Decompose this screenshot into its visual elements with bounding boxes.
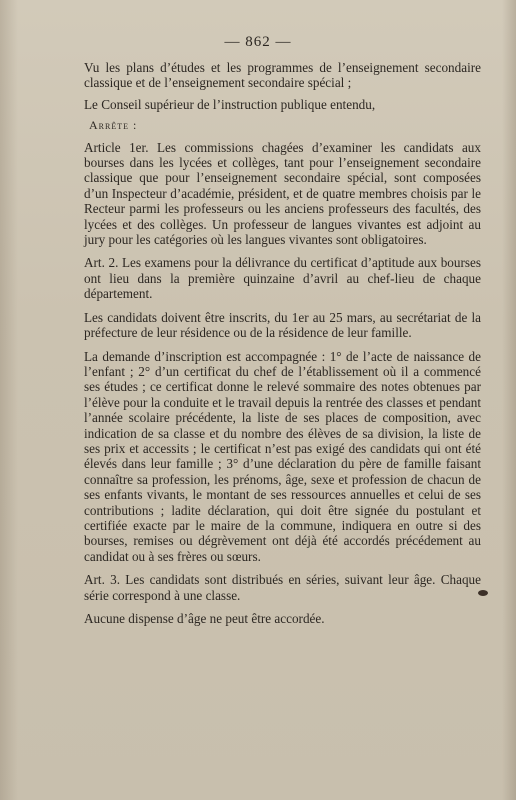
paragraph-vu-les-plans: Vu les plans d’études et les programmes de l’enseignement secondaire classique et de l’enseignement secondaire spécial ; (84, 60, 481, 91)
document-body (84, 60, 481, 626)
ink-spot (478, 590, 488, 596)
paragraph-conseil-superieur: Le Conseil supérieur de l’instruction publique entendu, (84, 96, 376, 112)
paragraph-inscription-dates: Les candidats doivent être inscrits, du 1er au 25 mars, au secrétariat de la préfecture de leur résidence ou de la résidence de leur famille. (84, 309, 481, 341)
page-number: — 862 — (224, 34, 292, 50)
paragraph-article-1: Article 1er. Les commissions chagées d’examiner les candidats aux bourses dans les lycées et collèges, tant pour l’enseignement secondaire classique que pour l’enseignement secondaire spécial, sont composées d’un Inspecteur d’académie, président, et de quatre membres choisis par le Recteur parmi les professeurs ou les anciens professeurs des facultés, des lycées et des collèges. Un professeur de langues vivantes est adjoint au jury pour les catégories où les langues vivantes sont obligatoires. (84, 139, 481, 248)
paragraph-demande-inscription: La demande d’inscription est accompagnée : 1° de l’acte de naissance de l’enfant ; 2° d’un certificat du chef de l’établissement où il a commencé ses études ; ce certificat donne le relevé sommaire des notes obtenues par l’élève pour la conduite et le travail depuis la rentrée des classes et pendant l’année scolaire précédente, la liste de ses places de composition, avec indication de sa classe et du nombre des élèves de sa division, la liste de ses prix et accessits ; le certificat n’est pas exigé des candidats qui ont été élevés dans leur famille ; 3° d’une déclaration du père de famille faisant connaître sa profession, les prénoms, âge, sexe et profession de chacun de ses enfants vivants, le montant de ses ressources annuelles et celui de ses contributions ; ladite déclaration, qui doit être signée du postulant et certifiée exacte par le maire de la commune, indiquera en outre si des bourses, remises ou dégrèvement ont déjà été accordés précédement au candidat ou à ses frères ou sœurs. (84, 348, 481, 564)
paragraph-article-3: Art. 3. Les candidats sont distribués en séries, suivant leur âge. Chaque série correspond à une classe. (84, 572, 481, 603)
paragraph-dispense-age: Aucune dispense d’âge ne peut être accordée. (84, 611, 325, 626)
paragraph-article-2: Art. 2. Les examens pour la délivrance du certificat d’aptitude aux bourses ont lieu dans la première quinzaine d’avril au chef-lieu de chaque département. (84, 255, 481, 302)
heading-arrete: Arrête : (89, 118, 138, 133)
